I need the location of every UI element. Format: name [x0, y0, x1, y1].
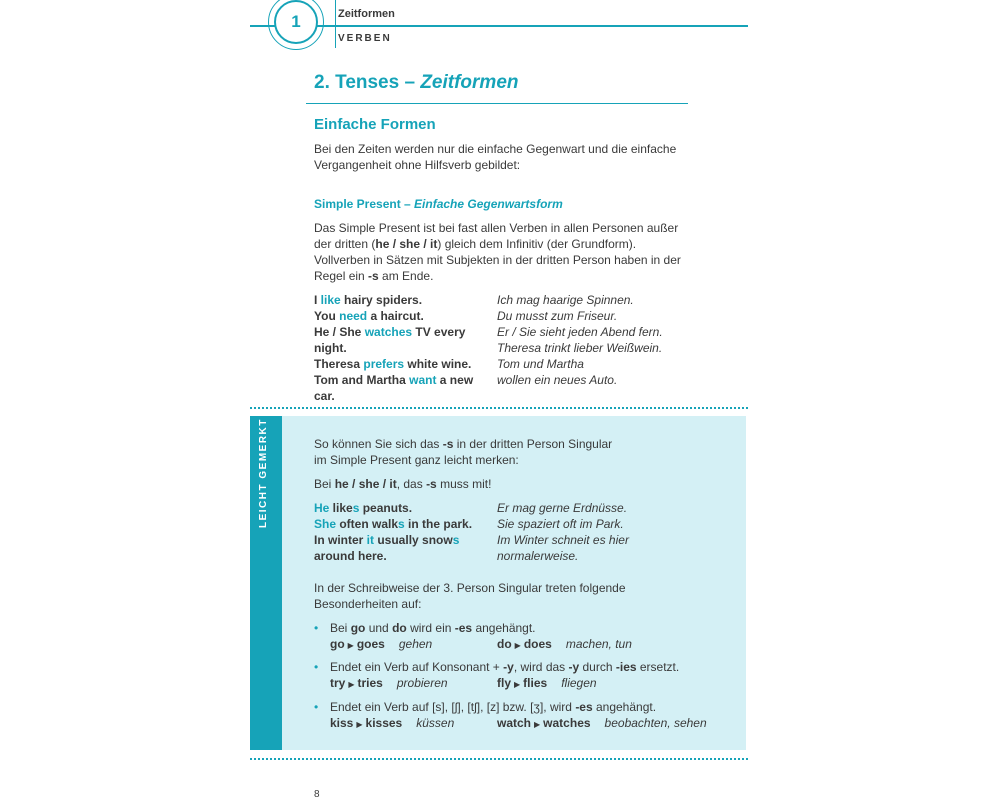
verb-form: try ▶ tries probieren — [330, 676, 448, 690]
verb-form: go ▶ goes gehen — [330, 637, 433, 651]
title-underline — [306, 103, 688, 104]
sp-text-2: ) gleich dem Infinitiv (der Grundform). Vollverben in Sätzen mit Subjekten in der dritten Person haben in der Regel ein — [314, 237, 681, 283]
sp-suffix: -s — [368, 269, 379, 283]
chapter-title: Zeitformen — [338, 8, 395, 20]
box-example-de: Er mag gerne Erdnüsse. — [497, 501, 628, 515]
book-page — [250, 0, 748, 800]
sp-text-1: Das Simple Present ist bei fast allen Verben in allen Personen außer der dritten ( — [314, 221, 679, 251]
box-example-de: normalerweise. — [497, 549, 579, 563]
bullet-dot: • — [314, 660, 319, 674]
simple-present-text — [314, 220, 684, 284]
bullet-text: Endet ein Verb auf Konsonant + -y, wird das -y durch -ies ersetzt. — [330, 660, 680, 674]
example-en: You need a haircut. — [314, 309, 424, 323]
page-title-italic: Zeitformen — [420, 72, 519, 93]
box-intro: So können Sie sich das -s in der dritten Person Singular im Simple Present ganz leicht merken: — [314, 437, 613, 467]
example-en: He / She watches TV every — [314, 325, 466, 339]
sp-pronouns: he / she / it — [375, 237, 438, 251]
box-example-de: Im Winter schneit es hier — [497, 533, 629, 547]
page-title — [314, 72, 519, 94]
bullet-dot: • — [314, 700, 319, 714]
simple-present-title-italic: Einfache Gegenwartsform — [414, 197, 563, 211]
example-en: I like hairy spiders. — [314, 293, 423, 307]
chapter-badge — [274, 0, 318, 44]
verb-form: do ▶ does machen, tun — [497, 637, 632, 651]
section-label: VERBEN — [338, 33, 392, 44]
example-de: Du musst zum Friseur. — [497, 309, 618, 323]
page-title-main: 2. Tenses – — [314, 72, 421, 93]
header-separator — [335, 0, 336, 48]
box-bottom-dots — [250, 758, 748, 760]
bullet-dot: • — [314, 621, 319, 635]
example-de: wollen ein neues Auto. — [497, 373, 618, 387]
example-en: night. — [314, 341, 347, 355]
example-de: Er / Sie sieht jeden Abend fern. — [497, 325, 663, 339]
box-rule: Bei he / she / it, das -s muss mit! — [314, 477, 492, 491]
box-example-de: Sie spaziert oft im Park. — [497, 517, 624, 531]
example-de: Tom und Martha — [497, 357, 584, 371]
verb-form: kiss ▶ kisses küssen — [330, 716, 455, 730]
chapter-number: 1 — [291, 12, 301, 31]
page-number: 8 — [314, 789, 320, 800]
tip-label-text: LEICHT GEMERKT — [258, 418, 269, 528]
spelling-intro: In der Schreibweise der 3. Person Singular treten folgende Besonderheiten auf: — [314, 581, 626, 611]
example-de: Ich mag haarige Spinnen. — [497, 293, 634, 307]
simple-present-title: Simple Present – — [314, 197, 415, 211]
sp-text-3: am Ende. — [378, 269, 434, 283]
box-example-en: She often walks in the park. — [314, 517, 473, 531]
verb-form: fly ▶ flies fliegen — [497, 676, 597, 690]
subheading: Einfache Formen — [314, 116, 436, 133]
simple-present-heading — [314, 197, 563, 211]
box-example-en: He likes peanuts. — [314, 501, 413, 515]
example-en: Tom and Martha want a new car. — [314, 373, 474, 403]
verb-form: watch ▶ watches beobachten, sehen — [497, 716, 707, 730]
box-example-en: In winter it usually snows — [314, 533, 460, 547]
header-line — [250, 25, 748, 27]
example-en: Theresa prefers white wine. — [314, 357, 472, 371]
box-example-en: around here. — [314, 549, 387, 563]
bullet-text: Bei go und do wird ein -es angehängt. — [330, 621, 536, 635]
intro-text: Bei den Zeiten werden nur die einfache Gegenwart und die einfache Vergangenheit ohne Hilfsverb gebildet: — [314, 142, 677, 172]
bullet-text: Endet ein Verb auf [s], [ʃ], [tʃ], [z] bzw. [ʒ], wird -es angehängt. — [330, 700, 657, 714]
box-top-dots — [250, 407, 748, 409]
example-de: Theresa trinkt lieber Weißwein. — [497, 341, 663, 355]
